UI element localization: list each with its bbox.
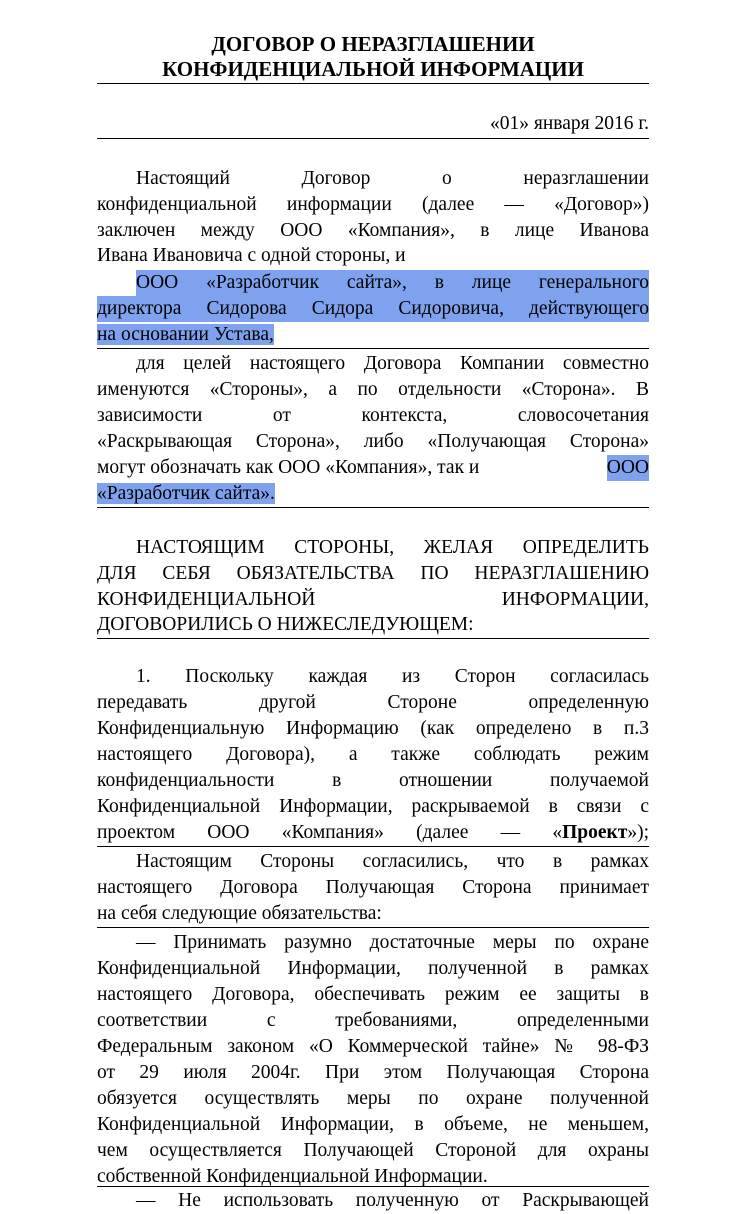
item-line: Федеральным законом «О Коммерческой тайне» № 98-ФЗ [97,1036,649,1057]
paragraph-rule [97,348,649,349]
title-line-2: КОНФИДЕНЦИАЛЬНОЙ ИНФОРМАЦИИ [162,57,584,81]
title-line-1: ДОГОВОР О НЕРАЗГЛАШЕНИИ [211,32,535,56]
item-line: — Не использовать полученную от Раскрывающей [136,1190,649,1211]
paragraph-rule [97,507,649,508]
item-line: обязуется осуществлять меры по охране полученной [97,1088,649,1109]
highlighted-line: ООО «Разработчик сайта», в лице генерального [136,270,649,296]
clause-line: Конфиденциальной Информации, раскрываемой в связи с [97,796,649,817]
clause-text: »); [627,822,649,843]
clause-line: Конфиденциальную Информацию (как определено в п.3 [97,718,649,739]
paragraph-rule [97,846,649,847]
parties-line: «Раскрывающая Сторона», либо «Получающая Сторона» [97,431,649,452]
clause-line: настоящего Договора), а также соблюдать режим [97,744,649,765]
item-line: чем осуществляется Получающей Стороной для охраны [97,1140,649,1161]
paragraph-rule [97,638,649,639]
heading-line: КОНФИДЕНЦИАЛЬНОЙ ИНФОРМАЦИИ, [97,589,649,610]
parties-line [97,481,649,507]
preamble-line: конфиденциальной информации (далее — «Договор») [97,194,649,215]
preamble-line: заключен между ООО «Компания», в лице Иванова [97,220,649,241]
item-line: от 29 июля 2004г. При этом Получающая Сторона [97,1062,649,1083]
paragraph-rule [97,1186,649,1187]
item-line: Конфиденциальной Информации, полученной в рамках [97,958,649,979]
project-term: Проект [562,822,628,843]
item-line: — Принимать разумно достаточные меры по охране [136,932,649,953]
cut-off-line [97,1188,649,1211]
clause-line: передавать другой Стороне определенную [97,692,649,713]
item-line: настоящего Договора, обеспечивать режим ее защиты в [97,984,649,1005]
document-title [97,32,649,82]
clause-text: проектом ООО «Компания» (далее — « [97,822,563,843]
item-line: Конфиденциальной Информации, в объеме, не меньшем, [97,1114,649,1135]
title-rule [97,83,649,84]
obligations-line: на себя следующие обязательства: [97,903,382,924]
heading-line: ДЛЯ СЕБЯ ОБЯЗАТЕЛЬСТВА ПО НЕРАЗГЛАШЕНИЮ [97,563,649,584]
highlighted-text: на основании Устава, [97,324,274,345]
parties-line [97,455,649,481]
parties-line: зависимости от контекста, словосочетания [97,405,649,426]
contract-date: «01» января 2016 г. [489,113,649,134]
highlighted-text: «Разработчик сайта». [97,483,275,504]
preamble-line: Настоящий Договор о неразглашении [136,168,649,189]
heading-line: ДОГОВОРИЛИСЬ О НИЖЕСЛЕДУЮЩЕМ: [97,614,474,635]
heading-line: НАСТОЯЩИМ СТОРОНЫ, ЖЕЛАЯ ОПРЕДЕЛИТЬ [136,537,649,558]
highlighted-line [97,322,649,348]
highlighted-text: ООО [607,455,649,481]
clause-line: конфиденциальности в отношении получаемой [97,770,649,791]
preamble-line: Ивана Ивановича с одной стороны, и [97,245,406,266]
clause-line: 1. Поскольку каждая из Сторон согласилась [136,666,649,687]
obligations-line: настоящего Договора Получающая Сторона принимает [97,877,649,898]
parties-line: для целей настоящего Договора Компании совместно [136,353,649,374]
clause-line [97,820,649,846]
item-line: соответствии с требованиями, определенными [97,1010,649,1031]
item-line: собственной Конфиденциальной Информации. [97,1166,488,1187]
paragraph-rule [97,927,649,928]
parties-text: могут обозначать как ООО «Компания», так и [97,457,480,478]
parties-line: именуются «Стороны», а по отдельности «Сторона». В [97,379,649,400]
obligations-line: Настоящим Стороны согласились, что в рамках [136,851,649,872]
highlighted-line: директора Сидорова Сидора Сидоровича, действующего [97,296,649,322]
date-rule [97,138,649,139]
